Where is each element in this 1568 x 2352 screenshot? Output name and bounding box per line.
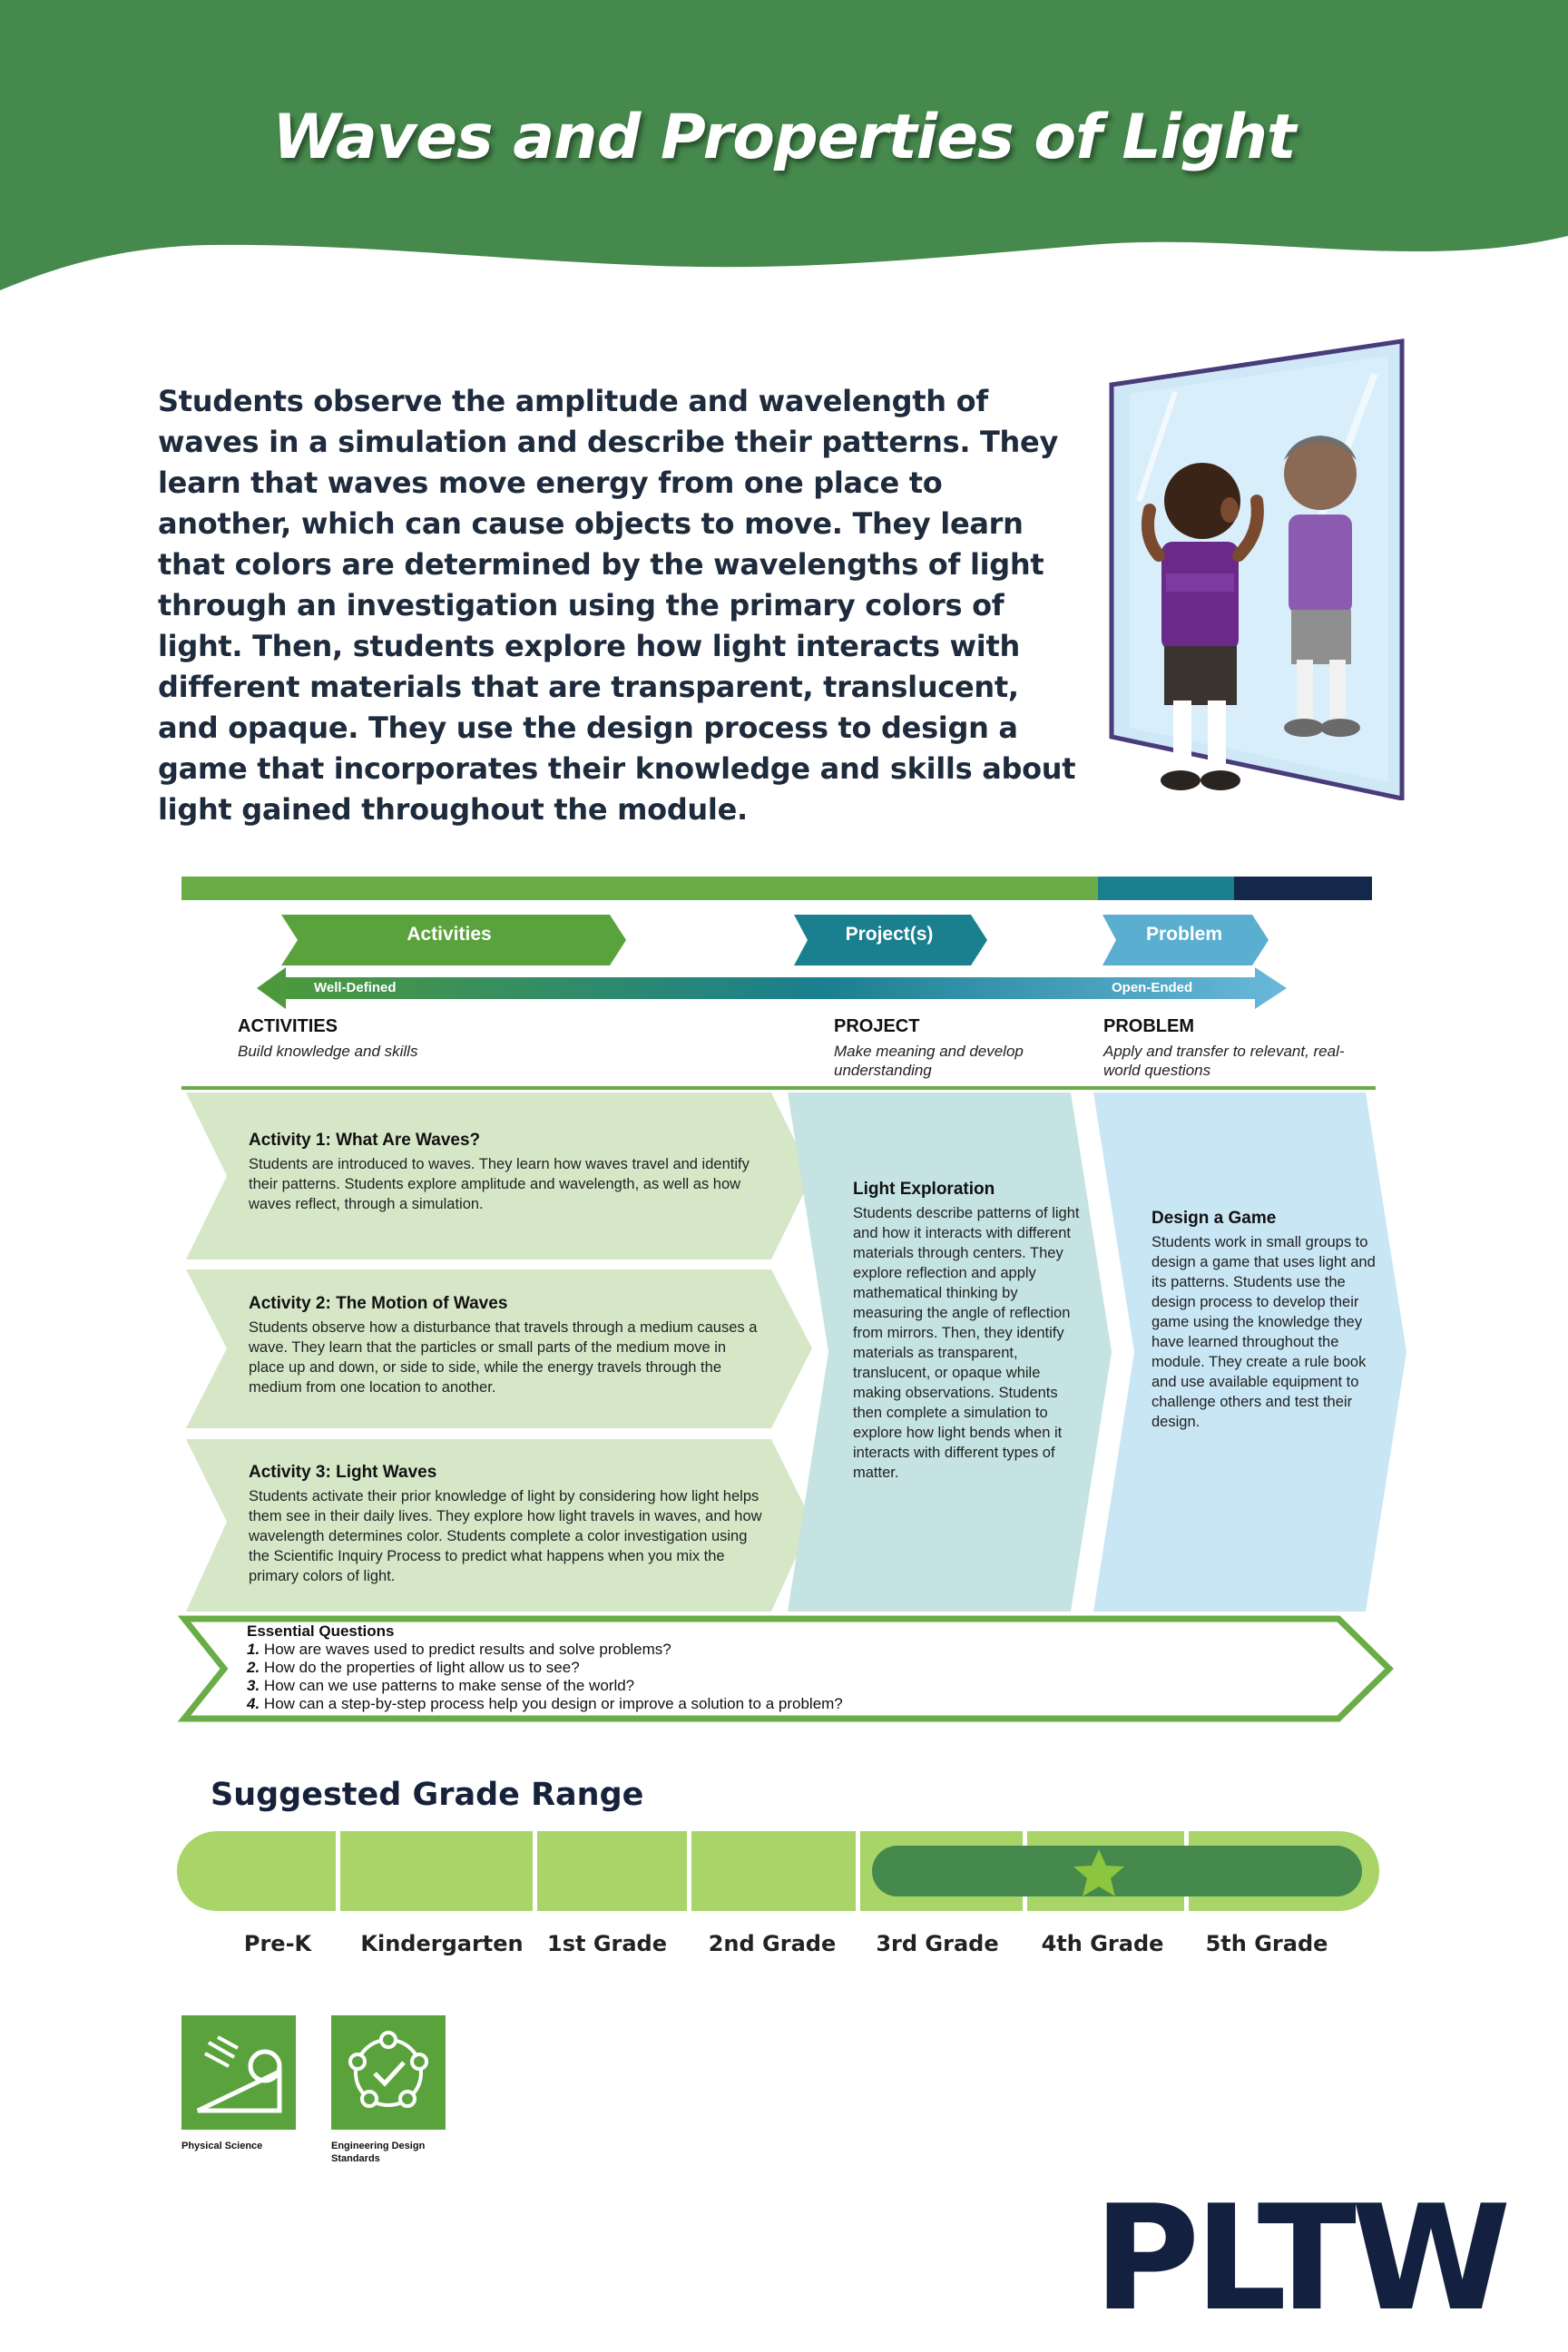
activity-2-body: Students observe how a disturbance that travels through a medium causes a wave. They learn that the particles or small parts of the medium move in place up and down, or side to side, while the energy travels through the medium from one location to another. [249, 1319, 758, 1396]
grade-label-kindergarten: Kindergarten [360, 1931, 524, 1956]
activity-3 [249, 1463, 766, 1586]
activities-heading: ACTIVITIES [238, 1016, 338, 1036]
grade-range-bar [177, 1831, 1379, 1913]
problem-card [1152, 1209, 1378, 1432]
problem-subheading: Apply and transfer to relevant, real-world questions [1103, 1043, 1345, 1079]
scale-right-label: Open-Ended [1112, 980, 1193, 995]
scale-left-label: Well-Defined [314, 980, 397, 995]
physical-science-icon [181, 2015, 296, 2130]
intro-paragraph: Students observe the amplitude and wavelength of waves in a simulation and describe their patterns. They learn that waves move energy from one place to another, which can cause objects to move. They learn that colors are determined by the wavelengths of light through an investigation using the primary colors of light. Then, students explore how light interacts with different materials that are transparent, translucent, and opaque. They use the design process to design a game that incorporates their knowledge and skills about light gained throughout the module. [158, 384, 1076, 827]
column-divider-line [181, 1086, 1376, 1090]
activity-2 [249, 1294, 766, 1397]
problem-body: Students work in small groups to design a game that uses light and its patterns. Students use the design process to develop their game using the knowledge they have learned throughout the module. They create a rule book and use available equipment to challenge others and test their design. [1152, 1234, 1376, 1430]
grade-label-4th: 4th Grade [1041, 1931, 1164, 1956]
question-number: 2. [247, 1659, 260, 1676]
project-subheading: Make meaning and develop understanding [834, 1043, 1024, 1079]
essential-question-2 [247, 1659, 1154, 1677]
physical-science-badge [181, 2015, 296, 2130]
question-text: How can a step-by-step process help you design or improve a solution to a problem? [263, 1695, 843, 1712]
question-text: How do the properties of light allow us to see? [263, 1659, 580, 1676]
essential-question-1 [247, 1641, 1154, 1659]
project-title: Light Exploration [853, 1180, 995, 1199]
page-title: Waves and Properties of Light [272, 102, 1296, 173]
engineering-design-icon [331, 2015, 446, 2130]
activity-1 [249, 1131, 766, 1214]
question-text: How can we use patterns to make sense of the world? [263, 1677, 635, 1694]
activity-2-title: Activity 2: The Motion of Waves [249, 1294, 508, 1313]
essential-question-3 [247, 1677, 1154, 1695]
project-heading: PROJECT [834, 1016, 920, 1036]
essential-questions [247, 1622, 1154, 1713]
project-card [853, 1180, 1089, 1483]
question-text: How are waves used to predict results and solve problems? [263, 1641, 671, 1658]
grade-label-pre-k: Pre-K [243, 1931, 312, 1956]
progress-bar-activities [181, 877, 1098, 900]
activity-3-body: Students activate their prior knowledge of light by considering how light helps them see in their daily lives. They explore how light travels in waves, and how wavelength determines color. Students complete a color investigation using the Scientific Inquiry Process to predict what happens when you mix the primary colors of light. [249, 1488, 762, 1584]
mirror-illustration [1102, 338, 1420, 800]
engineering-design-caption: Engineering Design Standards [331, 2141, 426, 2164]
project-body: Students describe patterns of light and how it interacts with different materials through centers. They explore reflection and apply mathematical thinking by measuring the angle of reflection from mirrors. Then, they identify materials as transparent, translucent, or opaque while making observations. Students then complete a simulation to explore how light bends when it interacts with different types of matter. [853, 1205, 1080, 1481]
problem-heading: PROBLEM [1103, 1016, 1194, 1036]
physical-science-caption: Physical Science [181, 2141, 263, 2151]
question-number: 4. [247, 1695, 260, 1712]
activities-arrow-label: Activities [407, 924, 492, 945]
engineering-design-badge [331, 2015, 446, 2130]
grade-label-2nd: 2nd Grade [708, 1931, 837, 1956]
question-number: 1. [247, 1641, 260, 1658]
activities-subheading: Build knowledge and skills [238, 1043, 418, 1060]
essential-question-4 [247, 1695, 1154, 1713]
activity-1-body: Students are introduced to waves. They learn how waves travel and identify their patterns. Students explore amplitude and wavelength, as well as how waves reflect, through a simulation. [249, 1156, 750, 1212]
grade-label-3rd: 3rd Grade [876, 1931, 999, 1956]
activity-3-title: Activity 3: Light Waves [249, 1463, 437, 1482]
problem-arrow-label: Problem [1145, 924, 1223, 945]
essential-questions-heading: Essential Questions [247, 1622, 395, 1640]
grade-label-5th: 5th Grade [1205, 1931, 1328, 1956]
question-number: 3. [247, 1677, 260, 1694]
projects-arrow-label: Project(s) [845, 924, 934, 945]
pltw-logo: PLTW [1093, 2173, 1506, 2343]
progress-bar-problem [1234, 877, 1372, 900]
grade-range-title: Suggested Grade Range [211, 1777, 644, 1813]
progress-bar-project [1098, 877, 1234, 900]
activity-1-title: Activity 1: What Are Waves? [249, 1131, 481, 1150]
grade-label-1st: 1st Grade [547, 1931, 667, 1956]
problem-title: Design a Game [1152, 1209, 1277, 1228]
